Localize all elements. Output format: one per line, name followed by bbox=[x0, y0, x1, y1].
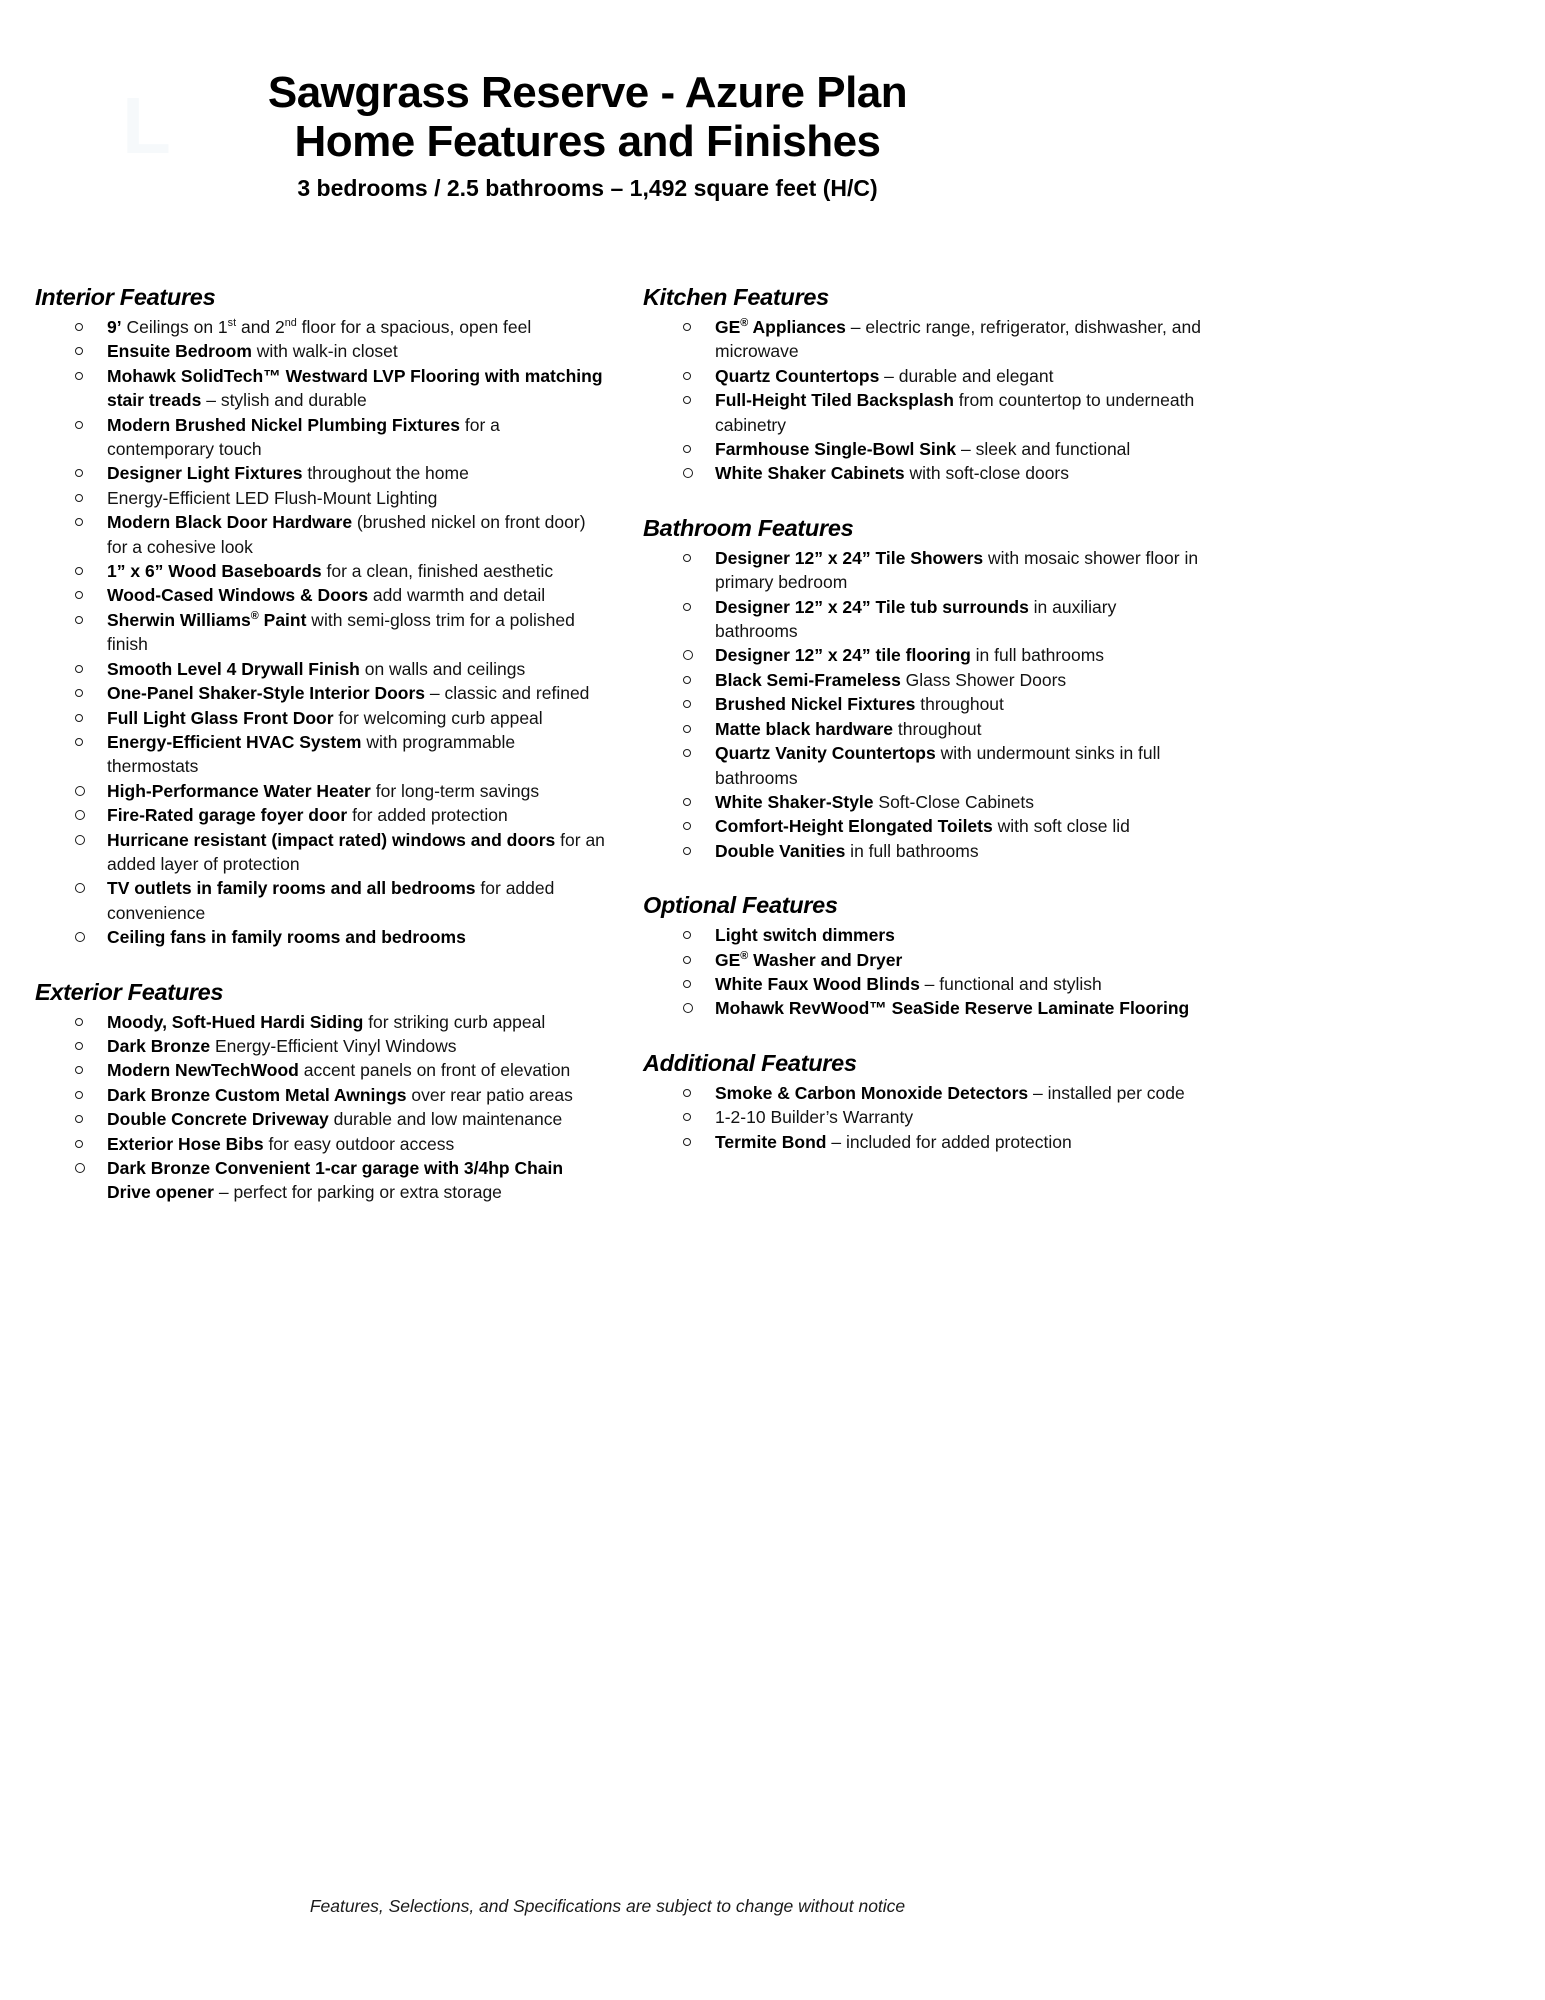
feature-text-segment: – sleek and functional bbox=[956, 439, 1131, 460]
feature-text-segment: with soft close lid bbox=[992, 816, 1130, 837]
circle-bullet-icon bbox=[75, 1066, 83, 1074]
circle-bullet-icon bbox=[683, 700, 691, 708]
feature-text-segment: add warmth and detail bbox=[368, 585, 546, 606]
feature-item bbox=[643, 437, 1201, 461]
feature-text-segment: Ensuite Bedroom bbox=[107, 341, 252, 362]
feature-text-segment: for long-term savings bbox=[370, 780, 540, 801]
feature-text-segment: with undermount sinks in full bathrooms bbox=[715, 743, 1161, 788]
circle-bullet-icon bbox=[75, 932, 85, 942]
circle-bullet-icon bbox=[75, 1091, 83, 1099]
feature-item bbox=[643, 546, 1201, 595]
feature-text-segment: Modern Black Door Hardware bbox=[107, 512, 353, 533]
feature-item bbox=[643, 923, 1201, 947]
feature-text-segment: Moody, Soft-Hued Hardi Siding bbox=[107, 1011, 364, 1032]
section-heading: Optional Features bbox=[643, 892, 838, 919]
feature-item bbox=[643, 388, 1201, 437]
feature-text-segment: Designer Light Fixtures bbox=[107, 463, 303, 484]
section-heading: Exterior Features bbox=[35, 978, 224, 1005]
circle-bullet-icon bbox=[75, 883, 85, 893]
feature-text-segment: durable and low maintenance bbox=[328, 1109, 563, 1130]
circle-bullet-icon bbox=[683, 1089, 691, 1097]
feature-text-segment: Dark Bronze Convenient 1-car garage with 3/4hp Chain Drive opener bbox=[107, 1158, 564, 1203]
document-subtitle: 3 bedrooms / 2.5 bathrooms – 1,492 square feet (H/C) bbox=[297, 175, 878, 201]
feature-list bbox=[643, 1081, 1201, 1154]
feature-item bbox=[35, 1010, 607, 1034]
feature-text-segment: Exterior Hose Bibs bbox=[107, 1133, 264, 1154]
feature-text-segment: with mosaic shower floor in primary bedroom bbox=[715, 547, 1199, 593]
feature-text-segment: for striking curb appeal bbox=[363, 1011, 546, 1032]
feature-text-segment: – perfect for parking or extra storage bbox=[213, 1182, 502, 1203]
circle-bullet-icon bbox=[75, 786, 85, 796]
feature-list bbox=[643, 315, 1201, 486]
feature-text-segment: from countertop to underneath cabinetry bbox=[715, 390, 1195, 435]
feature-item bbox=[35, 876, 607, 925]
circle-bullet-icon bbox=[75, 665, 83, 673]
feature-item bbox=[643, 1105, 1201, 1129]
features-section bbox=[35, 977, 607, 1205]
feature-item bbox=[35, 339, 607, 363]
feature-item bbox=[643, 717, 1201, 741]
feature-text-segment: – stylish and durable bbox=[201, 390, 367, 411]
feature-text-segment: with walk-in closet bbox=[251, 341, 398, 362]
feature-text-segment: GE bbox=[715, 317, 741, 337]
circle-bullet-icon bbox=[75, 518, 83, 526]
feature-item bbox=[643, 972, 1201, 996]
circle-bullet-icon bbox=[683, 323, 691, 331]
circle-bullet-icon bbox=[683, 1138, 691, 1146]
circle-bullet-icon bbox=[75, 347, 83, 355]
circle-bullet-icon bbox=[683, 445, 691, 453]
circle-bullet-icon bbox=[683, 396, 691, 404]
feature-text-segment: for added convenience bbox=[107, 878, 555, 923]
feature-text-segment: Wood-Cased Windows & Doors bbox=[107, 585, 369, 606]
feature-text-segment: Fire-Rated garage foyer door bbox=[107, 805, 348, 826]
feature-text-segment: Dark Bronze Custom Metal Awnings bbox=[107, 1084, 407, 1105]
section-heading: Kitchen Features bbox=[643, 284, 829, 310]
feature-list bbox=[643, 546, 1201, 863]
feature-text-segment: Smooth Level 4 Drywall Finish bbox=[107, 658, 360, 679]
feature-item bbox=[643, 741, 1201, 790]
feature-text-segment: – electric range, refrigerator, dishwasher, and microwave bbox=[715, 317, 1201, 362]
feature-text-segment: for a contemporary touch bbox=[107, 414, 500, 460]
feature-text-segment: nd bbox=[284, 317, 297, 330]
circle-bullet-icon bbox=[75, 323, 83, 331]
feature-text-segment: ® bbox=[250, 610, 259, 623]
feature-text-segment: throughout bbox=[915, 694, 1004, 715]
features-section bbox=[643, 890, 1201, 1021]
feature-text-segment: Full-Height Tiled Backsplash bbox=[715, 390, 954, 411]
circle-bullet-icon bbox=[75, 1018, 83, 1026]
circle-bullet-icon bbox=[75, 1140, 83, 1148]
circle-bullet-icon bbox=[75, 810, 85, 820]
feature-item bbox=[35, 925, 607, 949]
feature-text-segment: throughout bbox=[892, 718, 982, 739]
circle-bullet-icon bbox=[75, 738, 83, 746]
feature-text-segment: Sherwin Williams bbox=[107, 609, 251, 630]
feature-text-segment: – functional and stylish bbox=[919, 973, 1102, 994]
right-column bbox=[643, 282, 1201, 1154]
feature-text-segment: for a clean, finished aesthetic bbox=[321, 561, 554, 582]
feature-list bbox=[35, 1010, 607, 1205]
feature-item bbox=[35, 1034, 607, 1058]
circle-bullet-icon bbox=[75, 689, 83, 697]
feature-text-segment: GE bbox=[715, 949, 741, 970]
feature-item bbox=[643, 839, 1201, 863]
circle-bullet-icon bbox=[683, 749, 691, 757]
circle-bullet-icon bbox=[75, 1115, 83, 1123]
circle-bullet-icon bbox=[683, 725, 691, 733]
feature-text-segment: Modern NewTechWood bbox=[107, 1060, 299, 1081]
feature-text-segment: Energy-Efficient HVAC System bbox=[107, 731, 362, 752]
section-heading: Interior Features bbox=[35, 284, 216, 310]
feature-text-segment: – classic and refined bbox=[425, 683, 590, 704]
feature-text-segment: Light switch dimmers bbox=[715, 925, 895, 946]
features-section bbox=[643, 1048, 1201, 1154]
feature-item bbox=[35, 583, 607, 607]
feature-item bbox=[35, 315, 607, 339]
feature-text-segment: Appliances bbox=[748, 317, 846, 337]
feature-text-segment: White Faux Wood Blinds bbox=[715, 973, 920, 994]
feature-item bbox=[643, 595, 1201, 644]
circle-bullet-icon bbox=[75, 469, 83, 477]
circle-bullet-icon bbox=[75, 714, 83, 722]
feature-item bbox=[643, 814, 1201, 838]
features-section bbox=[35, 282, 607, 950]
circle-bullet-icon bbox=[75, 494, 83, 502]
circle-bullet-icon bbox=[75, 591, 83, 599]
feature-text-segment: and 2 bbox=[236, 317, 285, 337]
feature-item bbox=[35, 608, 607, 657]
circle-bullet-icon bbox=[75, 1042, 83, 1050]
feature-item bbox=[35, 1107, 607, 1131]
feature-item bbox=[643, 1081, 1201, 1105]
feature-item bbox=[35, 657, 607, 681]
feature-text-segment: Energy-Efficient Vinyl Windows bbox=[210, 1035, 457, 1056]
feature-text-segment: Full Light Glass Front Door bbox=[107, 707, 334, 728]
feature-item bbox=[35, 681, 607, 705]
feature-text-segment: Termite Bond bbox=[715, 1131, 827, 1152]
feature-item bbox=[35, 559, 607, 583]
feature-item bbox=[35, 364, 607, 413]
feature-item bbox=[643, 643, 1201, 667]
feature-item bbox=[643, 668, 1201, 692]
feature-text-segment: for easy outdoor access bbox=[263, 1133, 455, 1154]
feature-text-segment: in full bathrooms bbox=[970, 645, 1105, 666]
feature-text-segment: Double Vanities bbox=[715, 840, 846, 861]
circle-bullet-icon bbox=[683, 676, 691, 684]
feature-text-segment: – durable and elegant bbox=[879, 365, 1054, 386]
feature-text-segment: Quartz Vanity Countertops bbox=[715, 743, 936, 764]
feature-text-segment: Black Semi-Frameless bbox=[715, 669, 901, 690]
feature-item bbox=[35, 1156, 607, 1205]
circle-bullet-icon bbox=[683, 931, 691, 939]
feature-text-segment: floor for a spacious, open feel bbox=[296, 317, 532, 337]
section-heading: Additional Features bbox=[643, 1049, 857, 1076]
feature-item bbox=[643, 1130, 1201, 1154]
feature-text-segment: in full bathrooms bbox=[845, 840, 979, 861]
feature-text-segment: Paint bbox=[258, 609, 307, 630]
feature-item bbox=[643, 364, 1201, 388]
feature-text-segment: – included for added protection bbox=[826, 1131, 1072, 1152]
circle-bullet-icon bbox=[683, 603, 691, 611]
feature-text-segment: Modern Brushed Nickel Plumbing Fixtures bbox=[107, 414, 460, 435]
circle-bullet-icon bbox=[683, 650, 693, 660]
feature-text-segment: Comfort-Height Elongated Toilets bbox=[715, 816, 993, 837]
feature-item bbox=[35, 461, 607, 485]
document-title-line2: Home Features and Finishes bbox=[294, 117, 881, 166]
feature-item bbox=[35, 1083, 607, 1107]
features-section bbox=[643, 282, 1201, 486]
feature-text-segment: Glass Shower Doors bbox=[900, 669, 1067, 690]
feature-text-segment: st bbox=[227, 317, 237, 330]
document-title-line1: Sawgrass Reserve - Azure Plan bbox=[267, 68, 908, 117]
feature-text-segment: Smoke & Carbon Monoxide Detectors bbox=[715, 1082, 1029, 1103]
feature-text-segment: Mohawk RevWood™ SeaSide Reserve Laminate Flooring bbox=[715, 998, 1190, 1019]
circle-bullet-icon bbox=[683, 1003, 693, 1013]
feature-text-segment: Double Concrete Driveway bbox=[107, 1109, 329, 1130]
feature-item bbox=[35, 828, 607, 877]
circle-bullet-icon bbox=[75, 835, 85, 845]
feature-item bbox=[35, 730, 607, 779]
circle-bullet-icon bbox=[683, 798, 691, 806]
circle-bullet-icon bbox=[683, 822, 691, 830]
feature-item bbox=[35, 779, 607, 803]
feature-item bbox=[643, 315, 1201, 364]
feature-text-segment: – installed per code bbox=[1028, 1082, 1185, 1103]
feature-text-segment: with soft-close doors bbox=[904, 463, 1070, 484]
feature-text-segment: Mohawk SolidTech™ Westward LVP Flooring with matching stair treads bbox=[107, 365, 603, 411]
circle-bullet-icon bbox=[683, 980, 691, 988]
feature-text-segment: over rear patio areas bbox=[406, 1084, 573, 1105]
feature-item bbox=[35, 486, 607, 510]
feature-text-segment: One-Panel Shaker-Style Interior Doors bbox=[107, 683, 426, 704]
feature-text-segment: for welcoming curb appeal bbox=[333, 707, 543, 728]
feature-text-segment: in auxiliary bathrooms bbox=[715, 596, 1117, 642]
feature-item bbox=[35, 510, 607, 559]
circle-bullet-icon bbox=[75, 616, 83, 624]
circle-bullet-icon bbox=[75, 1163, 85, 1173]
circle-bullet-icon bbox=[683, 1113, 691, 1121]
feature-list bbox=[643, 923, 1201, 1021]
feature-text-segment: 9’ bbox=[107, 317, 122, 337]
feature-text-segment: ® bbox=[740, 317, 749, 330]
feature-text-segment: accent panels on front of elevation bbox=[298, 1060, 571, 1081]
feature-item bbox=[643, 996, 1201, 1020]
circle-bullet-icon bbox=[75, 421, 83, 429]
circle-bullet-icon bbox=[683, 468, 693, 478]
feature-text-segment: Designer 12” x 24” Tile tub surrounds bbox=[715, 596, 1029, 617]
circle-bullet-icon bbox=[683, 847, 691, 855]
feature-text-segment: Soft-Close Cabinets bbox=[873, 791, 1035, 812]
circle-bullet-icon bbox=[683, 956, 691, 964]
circle-bullet-icon bbox=[683, 372, 691, 380]
left-column bbox=[35, 282, 607, 1205]
feature-list bbox=[35, 315, 607, 950]
feature-item bbox=[643, 790, 1201, 814]
feature-text-segment: (brushed nickel on front door) for a cohesive look bbox=[107, 512, 586, 557]
feature-item bbox=[35, 1058, 607, 1082]
feature-text-segment: with semi-gloss trim for a polished finish bbox=[107, 609, 575, 655]
feature-text-segment: 1-2-10 Builder’s Warranty bbox=[715, 1107, 914, 1128]
feature-text-segment: 1” x 6” Wood Baseboards bbox=[107, 561, 322, 582]
feature-text-segment: with programmable thermostats bbox=[107, 731, 516, 777]
footer-disclaimer: Features, Selections, and Specifications are subject to change without notice bbox=[309, 1896, 906, 1916]
feature-text-segment: High-Performance Water Heater bbox=[107, 780, 371, 801]
feature-item bbox=[643, 948, 1201, 972]
feature-text-segment: Energy-Efficient LED Flush-Mount Lighting bbox=[107, 487, 438, 508]
feature-text-segment: throughout the home bbox=[302, 463, 469, 484]
circle-bullet-icon bbox=[75, 567, 83, 575]
feature-text-segment: Ceilings on 1 bbox=[121, 317, 228, 337]
feature-text-segment: ® bbox=[740, 949, 749, 962]
circle-bullet-icon bbox=[683, 554, 691, 562]
feature-item bbox=[35, 1132, 607, 1156]
features-section bbox=[643, 513, 1201, 863]
feature-text-segment: White Shaker Cabinets bbox=[715, 463, 905, 484]
feature-text-segment: for added protection bbox=[347, 805, 508, 826]
feature-text-segment: for an added layer of protection bbox=[107, 829, 605, 874]
feature-item bbox=[35, 413, 607, 462]
feature-text-segment: Designer 12” x 24” tile flooring bbox=[715, 645, 971, 666]
feature-text-segment: Ceiling fans in family rooms and bedrooms bbox=[107, 927, 466, 948]
document-header bbox=[0, 68, 1175, 202]
section-heading: Bathroom Features bbox=[643, 514, 854, 541]
feature-text-segment: Farmhouse Single-Bowl Sink bbox=[715, 439, 957, 460]
feature-item bbox=[643, 461, 1201, 485]
feature-text-segment: Designer 12” x 24” Tile Showers bbox=[715, 547, 984, 568]
watermark-letter: L bbox=[122, 81, 171, 170]
feature-item bbox=[643, 692, 1201, 716]
feature-text-segment: Matte black hardware bbox=[715, 718, 893, 739]
feature-text-segment: TV outlets in family rooms and all bedrooms bbox=[107, 878, 476, 899]
circle-bullet-icon bbox=[75, 372, 83, 380]
feature-item bbox=[35, 803, 607, 827]
feature-text-segment: Brushed Nickel Fixtures bbox=[715, 694, 916, 715]
feature-text-segment: Washer and Dryer bbox=[748, 949, 903, 970]
feature-text-segment: on walls and ceilings bbox=[359, 658, 526, 679]
feature-text-segment: Quartz Countertops bbox=[715, 365, 880, 386]
feature-text-segment: White Shaker-Style bbox=[715, 791, 874, 812]
feature-item bbox=[35, 706, 607, 730]
feature-text-segment: Hurricane resistant (impact rated) windows and doors bbox=[107, 829, 556, 850]
feature-text-segment: Dark Bronze bbox=[107, 1035, 211, 1056]
